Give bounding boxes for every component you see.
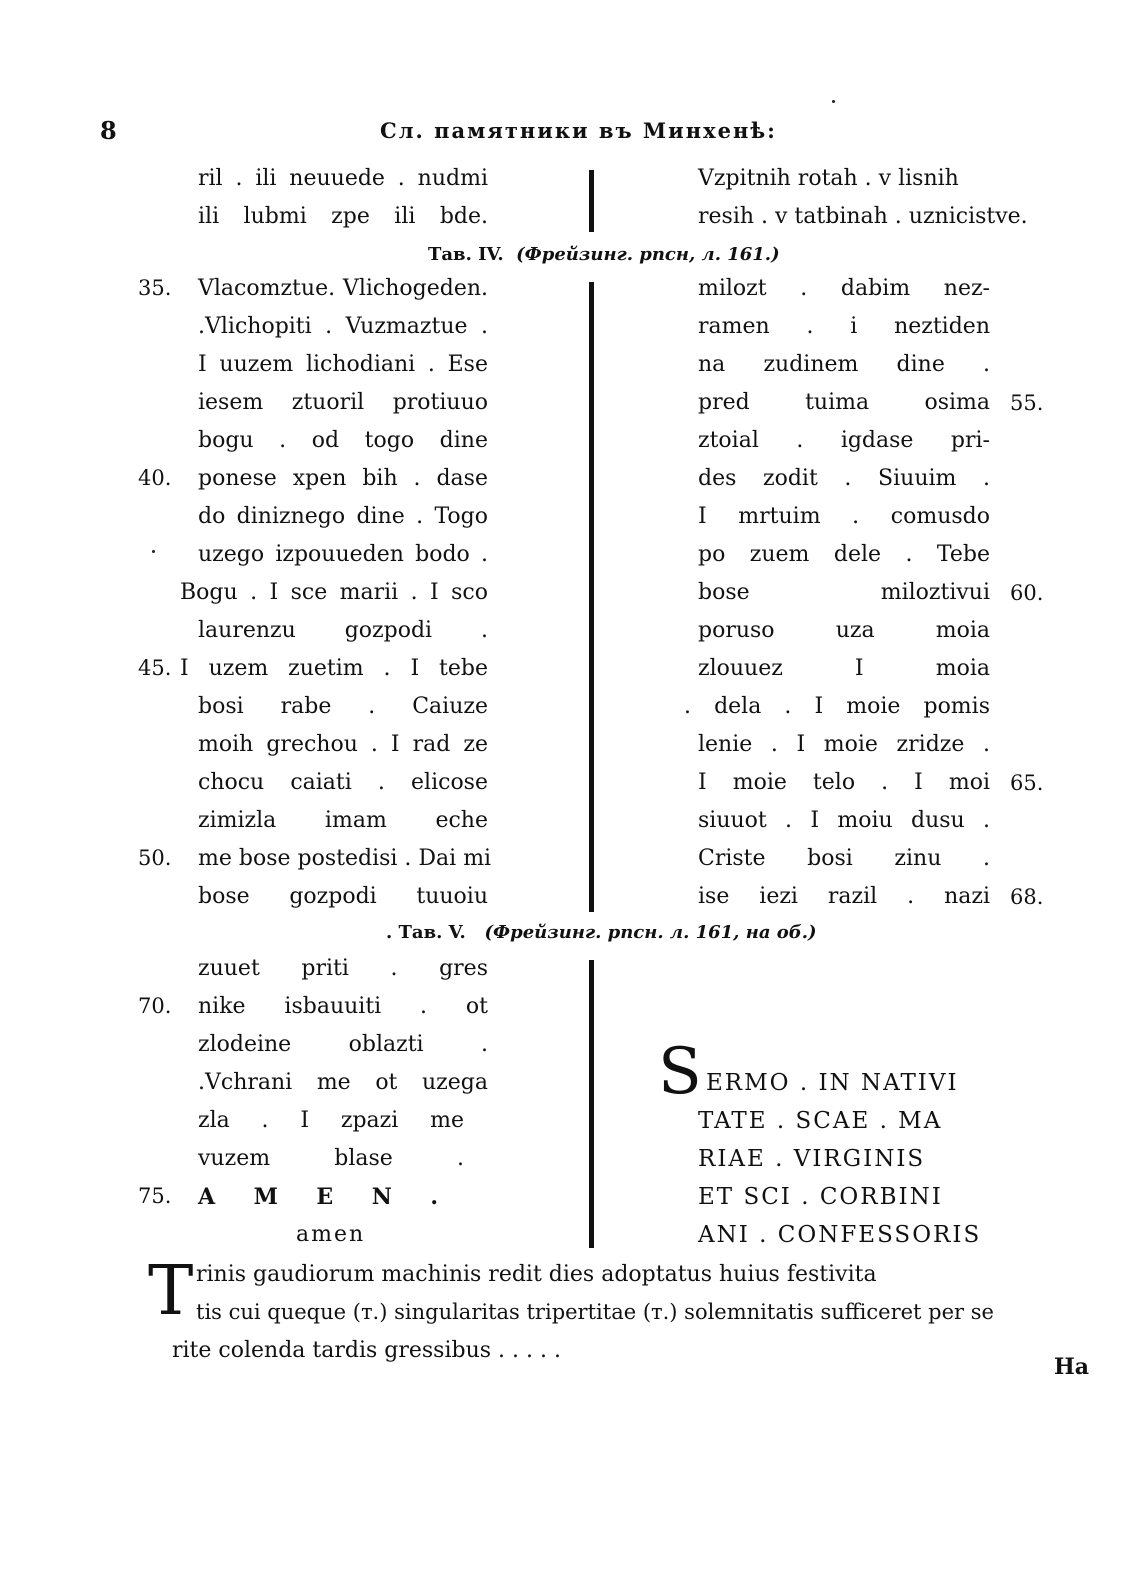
verse-line: zlouuez I moia [698,656,990,681]
verse-line: moih grechou . I rad ze [198,732,488,757]
sermon-title-line: ANI . CONFESSORIS [698,1222,982,1248]
line-number: 40. [138,466,172,490]
verse-line: zuuet priti . gres [198,956,488,981]
verse-line: A M E N . [198,1184,438,1210]
verse-line: des zodit . Siuuim . [698,466,990,491]
line-number: 50. [138,846,172,870]
verse-line: . dela . I moie pomis [684,694,990,719]
sermon-title-line: ERMO . IN NATIVI [706,1070,959,1096]
line-number: 70. [138,994,172,1018]
verse-line: .Vlichopiti . Vuzmaztue . [198,314,488,339]
line-number: 55. [1010,391,1044,415]
verse-line: iesem ztuoril protiuuo [198,390,488,415]
verse-line: ponese xpen bih . dase [198,466,488,491]
top-right-line: Vzpitnih rotah . v lisnih [698,166,959,191]
verse-line: zlodeine oblazti . [198,1032,488,1057]
verse-line: po zuem dele . Tebe [698,542,990,567]
verse-line: I mrtuim . comusdo [698,504,990,529]
column-divider [589,282,594,912]
table-v-source: (Фрейзинг. рпсн. л. 161, на об.) [484,922,817,943]
prose-drop-capital: T [148,1252,194,1331]
table-v-label: . Тав. V. [386,922,466,943]
running-head: Сл. памятники въ Минхенѣ: [380,118,777,143]
verse-line: .Vchrani me ot uzega [198,1070,488,1095]
sermon-title-line: TATE . SCAE . MA [698,1108,943,1134]
table-iv-label: Тав. IV. [428,244,504,265]
verse-line: ise iezi razil . nazi [698,884,990,909]
sermon-title-line: ET SCI . CORBINI [698,1184,943,1210]
table-iv-source: (Фрейзинг. рпсн, л. 161.) [516,244,780,265]
verse-line: milozt . dabim nez- [698,276,990,301]
line-number: 65. [1010,771,1044,795]
verse-line: poruso uza moia [698,618,990,643]
verse-line: nike isbauuiti . ot [198,994,488,1019]
verse-line: do diniznego dine . Togo [198,504,488,529]
top-left-line: ili lubmi zpe ili bde. [198,204,488,229]
table-iv-caption [428,244,780,265]
verse-line: zimizla imam eche [198,808,488,833]
prose-line: tis cui queque (т.) singularitas tripertitae (т.) solemnitatis sufficeret per se [196,1300,994,1324]
line-number: 68. [1010,885,1044,909]
table-v-caption [386,922,817,943]
verse-line: ztoial . igdase pri- [698,428,990,453]
verse-line: pred tuima osima [698,390,990,415]
sermon-drop-capital: S [658,1035,702,1109]
verse-line: na zudinem dine . [698,352,990,377]
verse-line: me bose postedisi . Dai mi [198,846,492,871]
line-number: 75. [138,1184,172,1208]
verse-line: vuzem blase . [198,1146,464,1171]
prose-line: rinis gaudiorum machinis redit dies adoptatus huius festivita [196,1262,877,1287]
verse-line: Bogu . I sce marii . I sco [180,580,488,605]
prose-line: rite colenda tardis gressibus . . . . . [172,1338,561,1363]
verse-line: amen [296,1222,366,1247]
verse-line: ramen . i neztiden [698,314,990,339]
scan-speck [832,100,835,103]
verse-line: I moie telo . I moi [698,770,990,795]
verse-line: Vlacomztue. Vlichogeden. [198,276,488,301]
verse-line: Criste bosi zinu . [698,846,990,871]
verse-line: uzego izpouueden bodo . [198,542,488,567]
verse-line: lenie . I moie zridze . [698,732,990,757]
line-number: 45. [138,656,172,680]
top-left-line: ril . ili neuuede . nudmi [198,166,488,191]
verse-line: bogu . od togo dine [198,428,488,453]
column-divider [589,960,594,1248]
verse-line: zla . I zpazi me [198,1108,464,1133]
top-right-line: resih . v tatbinah . uznicistve. [698,204,1028,229]
scan-speck [152,550,155,553]
line-number: 60. [1010,581,1044,605]
sermon-title-line: RIAE . VIRGINIS [698,1146,926,1172]
verse-line: siuuot . I moiu dusu . [698,808,990,833]
verse-line: laurenzu gozpodi . [198,618,488,643]
verse-line: chocu caiati . elicose [198,770,488,795]
line-number: 35. [138,276,172,300]
verse-line: I uzem zuetim . I tebe [180,656,488,681]
verse-line: bose gozpodi tuuoiu [198,884,488,909]
page-number: 8 [100,116,117,145]
column-divider [589,170,594,232]
catchword: На [1054,1354,1090,1380]
verse-line: bose miloztivui [698,580,990,605]
verse-line: bosi rabe . Caiuze [198,694,488,719]
verse-line: I uuzem lichodiani . Ese [198,352,488,377]
